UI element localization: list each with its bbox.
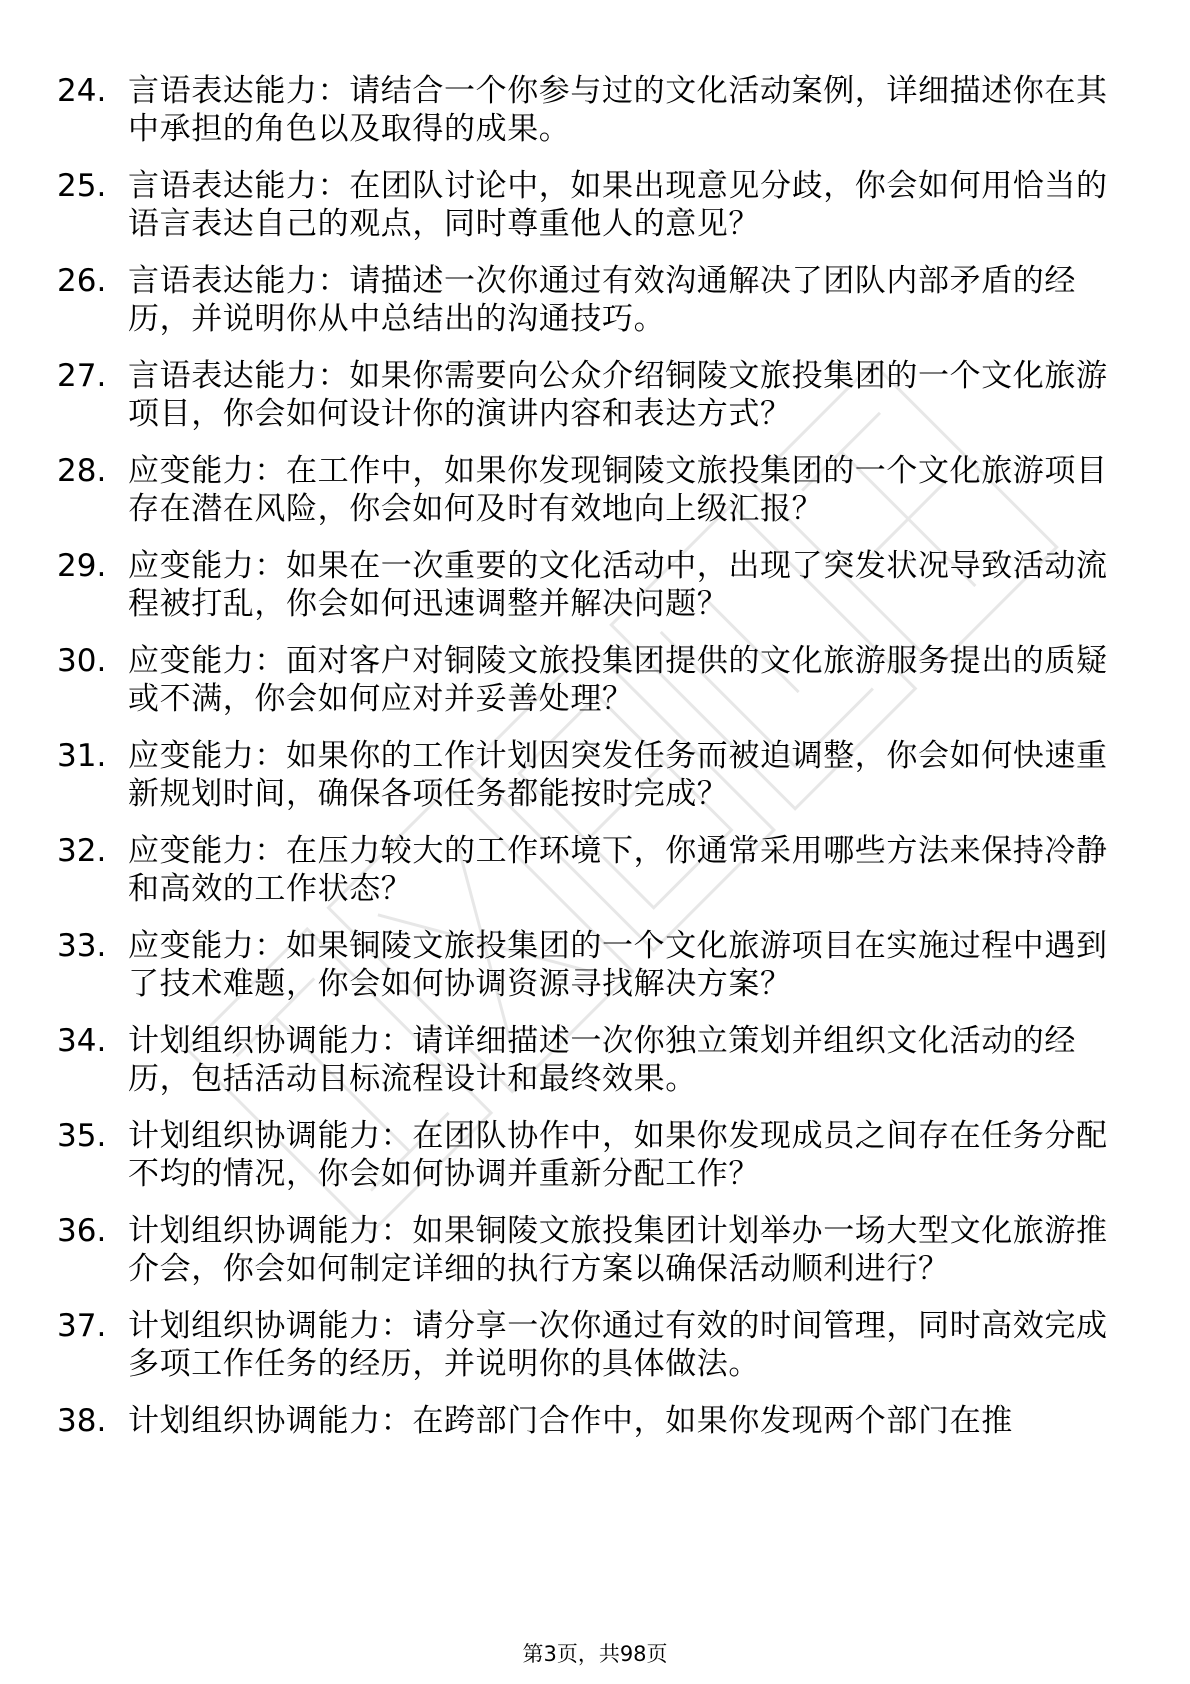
list-item (57, 927, 1117, 1003)
question-text: 应变能力：如果在一次重要的文化活动中，出现了突发状况导致活动流程被打乱，你会如何迅速调整并解决问题？ (128, 548, 1108, 622)
question-number: 26. (57, 263, 107, 299)
question-number: 35. (57, 1118, 107, 1154)
question-text: 计划组织协调能力：在跨部门合作中，如果你发现两个部门在推 (128, 1403, 1013, 1439)
question-number: 30. (57, 643, 107, 679)
question-text: 计划组织协调能力：在团队协作中，如果你发现成员之间存在任务分配不均的情况，你会如何协调并重新分配工作？ (128, 1118, 1108, 1192)
question-text: 言语表达能力：请描述一次你通过有效沟通解决了团队内部矛盾的经历，并说明你从中总结出的沟通技巧。 (128, 263, 1076, 337)
list-item (57, 1117, 1117, 1193)
list-item (57, 72, 1117, 148)
question-text: 计划组织协调能力：请分享一次你通过有效的时间管理，同时高效完成多项工作任务的经历，并说明你的具体做法。 (128, 1308, 1108, 1382)
question-text: 言语表达能力：在团队讨论中，如果出现意见分歧，你会如何用恰当的语言表达自己的观点，同时尊重他人的意见？ (128, 168, 1108, 242)
list-item (57, 357, 1117, 433)
question-text: 应变能力：如果你的工作计划因突发任务而被迫调整，你会如何快速重新规划时间，确保各项任务都能按时完成？ (128, 738, 1108, 812)
question-number: 24. (57, 73, 107, 109)
list-item (57, 1212, 1117, 1288)
question-number: 28. (57, 453, 107, 489)
list-item (57, 262, 1117, 338)
list-item (57, 1022, 1117, 1098)
question-text: 言语表达能力：如果你需要向公众介绍铜陵文旅投集团的一个文化旅游项目，你会如何设计你的演讲内容和表达方式？ (128, 358, 1108, 432)
question-list (57, 72, 1117, 1459)
page-number-footer: 第3页，共98页 (522, 1642, 668, 1666)
question-text: 计划组织协调能力：如果铜陵文旅投集团计划举办一场大型文化旅游推介会，你会如何制定详细的执行方案以确保活动顺利进行？ (128, 1213, 1108, 1287)
question-number: 36. (57, 1213, 107, 1249)
list-item (57, 737, 1117, 813)
question-number: 34. (57, 1023, 107, 1059)
question-number: 29. (57, 548, 107, 584)
question-text: 言语表达能力：请结合一个你参与过的文化活动案例，详细描述你在其中承担的角色以及取得的成果。 (128, 73, 1108, 147)
list-item (57, 1402, 1117, 1440)
question-text: 应变能力：在压力较大的工作环境下，你通常采用哪些方法来保持冷静和高效的工作状态？ (128, 833, 1108, 907)
question-text: 应变能力：如果铜陵文旅投集团的一个文化旅游项目在实施过程中遇到了技术难题，你会如何协调资源寻找解决方案？ (128, 928, 1108, 1002)
list-item (57, 832, 1117, 908)
question-number: 25. (57, 168, 107, 204)
question-number: 37. (57, 1308, 107, 1344)
list-item (57, 547, 1117, 623)
question-number: 32. (57, 833, 107, 869)
question-text: 应变能力：面对客户对铜陵文旅投集团提供的文化旅游服务提出的质疑或不满，你会如何应对并妥善处理？ (128, 643, 1108, 717)
question-text: 计划组织协调能力：请详细描述一次你独立策划并组织文化活动的经历，包括活动目标流程设计和最终效果。 (128, 1023, 1076, 1097)
list-item (57, 452, 1117, 528)
list-item (57, 642, 1117, 718)
question-number: 33. (57, 928, 107, 964)
question-number: 27. (57, 358, 107, 394)
question-number: 31. (57, 738, 107, 774)
list-item (57, 1307, 1117, 1383)
list-item (57, 167, 1117, 243)
question-number: 38. (57, 1403, 107, 1439)
question-text: 应变能力：在工作中，如果你发现铜陵文旅投集团的一个文化旅游项目存在潜在风险，你会如何及时有效地向上级汇报？ (128, 453, 1108, 527)
